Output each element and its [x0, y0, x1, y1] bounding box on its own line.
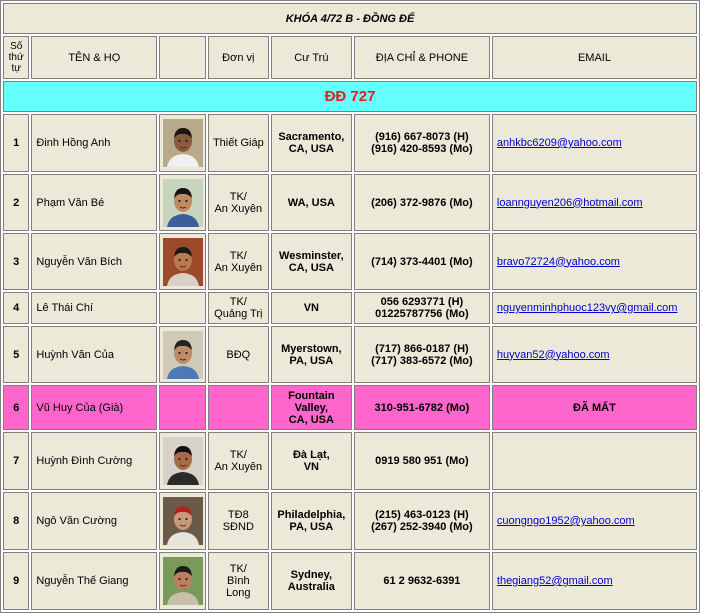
photo-cell [159, 292, 206, 324]
table-row [3, 114, 697, 172]
residence-cell: Sacramento, CA, USA [271, 114, 352, 172]
table-row [3, 174, 697, 231]
member-name: Nguyễn Văn Bích [31, 233, 157, 290]
table-row [3, 326, 697, 383]
header-unit: Đơn vị [208, 36, 269, 79]
photo-cell [159, 552, 206, 610]
unit-cell [208, 385, 269, 430]
portrait-photo-icon [163, 497, 203, 545]
header-photo [159, 36, 206, 79]
portrait-photo-icon [163, 179, 203, 227]
table-row [3, 492, 697, 550]
email-link[interactable]: nguyenminhphuoc123vy@gmail.com [496, 302, 678, 314]
phone-cell: (717) 866-0187 (H) (717) 383-6572 (Mo) [354, 326, 490, 383]
table-row [3, 292, 697, 324]
row-number: 3 [3, 233, 29, 290]
phone-cell: 0919 580 951 (Mo) [354, 432, 490, 490]
member-name: Huỳnh Đình Cường [31, 432, 157, 490]
row-number: 6 [3, 385, 29, 430]
unit-cell: Thiết Giáp [208, 114, 269, 172]
phone-cell: 310-951-6782 (Mo) [354, 385, 490, 430]
phone-cell: (215) 463-0123 (H) (267) 252-3940 (Mo) [354, 492, 490, 550]
header-address-phone: ĐỊA CHỈ & PHONE [354, 36, 490, 79]
photo-cell [159, 385, 206, 430]
header-stt: Số thứ tự [3, 36, 29, 79]
member-name: Đinh Hồng Anh [31, 114, 157, 172]
email-cell [492, 292, 697, 324]
status-deceased: ĐÃ MẤT [492, 385, 697, 430]
member-name: Lê Thái Chí [31, 292, 157, 324]
email-link[interactable]: bravo72724@yahoo.com [496, 255, 620, 268]
phone-cell: 056 6293771 (H) 01225787756 (Mo) [354, 292, 490, 324]
email-cell [492, 233, 697, 290]
section-heading: ĐĐ 727 [3, 81, 697, 112]
residence-cell: Myerstown, PA, USA [271, 326, 352, 383]
photo-cell [159, 233, 206, 290]
residence-cell: Đà Lạt, VN [271, 432, 352, 490]
residence-cell: Wesminster, CA, USA [271, 233, 352, 290]
email-cell [492, 174, 697, 231]
unit-cell: BĐQ [208, 326, 269, 383]
member-name: Nguyễn Thế Giang [31, 552, 157, 610]
table-row [3, 432, 697, 490]
portrait-photo-icon [163, 557, 203, 605]
residence-cell: Fountain Valley, CA, USA [271, 385, 352, 430]
residence-cell: WA, USA [271, 174, 352, 231]
header-row [3, 36, 697, 79]
phone-cell: (714) 373-4401 (Mo) [354, 233, 490, 290]
email-cell [492, 114, 697, 172]
row-number: 7 [3, 432, 29, 490]
photo-cell [159, 432, 206, 490]
table-row [3, 385, 697, 430]
member-name: Ngô Văn Cường [31, 492, 157, 550]
header-email: EMAIL [492, 36, 697, 79]
portrait-photo-icon [163, 437, 203, 485]
table-row [3, 552, 697, 610]
email-link[interactable]: cuongngo1952@yahoo.com [496, 515, 635, 527]
email-cell [492, 552, 697, 610]
email-cell [492, 492, 697, 550]
member-name: Phạm Văn Bé [31, 174, 157, 231]
phone-cell: 61 2 9632-6391 [354, 552, 490, 610]
row-number: 8 [3, 492, 29, 550]
email-link[interactable]: thegiang52@gmail.com [496, 575, 613, 587]
row-number: 5 [3, 326, 29, 383]
portrait-photo-icon [163, 331, 203, 379]
unit-cell: TK/ An Xuyên [208, 174, 269, 231]
phone-cell: (206) 372-9876 (Mo) [354, 174, 490, 231]
residence-cell: VN [271, 292, 352, 324]
table-row [3, 233, 697, 290]
member-name: Huỳnh Văn Của [31, 326, 157, 383]
residence-cell: Philadelphia, PA, USA [271, 492, 352, 550]
residence-cell: Sydney, Australia [271, 552, 352, 610]
photo-cell [159, 114, 206, 172]
row-number: 2 [3, 174, 29, 231]
unit-cell: TK/ Quảng Trị [208, 292, 269, 324]
header-name: TÊN & HỌ [31, 36, 157, 79]
unit-cell: TK/ Bình Long [208, 552, 269, 610]
email-link[interactable]: loannguyen206@hotmail.com [496, 196, 643, 209]
unit-cell: TK/ An Xuyên [208, 233, 269, 290]
row-number: 9 [3, 552, 29, 610]
header-residence: Cư Trú [271, 36, 352, 79]
email-link[interactable]: huyvan52@yahoo.com [496, 348, 610, 361]
phone-cell: (916) 667-8073 (H) (916) 420-8593 (Mo) [354, 114, 490, 172]
photo-cell [159, 174, 206, 231]
unit-cell: TĐ8 SĐND [208, 492, 269, 550]
row-number: 4 [3, 292, 29, 324]
email-link[interactable]: anhkbc6209@yahoo.com [496, 137, 622, 149]
email-cell [492, 432, 697, 490]
photo-cell [159, 326, 206, 383]
member-name: Vũ Huy Của (Già) [31, 385, 157, 430]
page-title: KHÓA 4/72 B - ĐỒNG ĐẾ [3, 3, 697, 34]
portrait-photo-icon [163, 119, 203, 167]
email-cell [492, 326, 697, 383]
photo-cell [159, 492, 206, 550]
portrait-photo-icon [163, 238, 203, 286]
unit-cell: TK/ An Xuyên [208, 432, 269, 490]
row-number: 1 [3, 114, 29, 172]
